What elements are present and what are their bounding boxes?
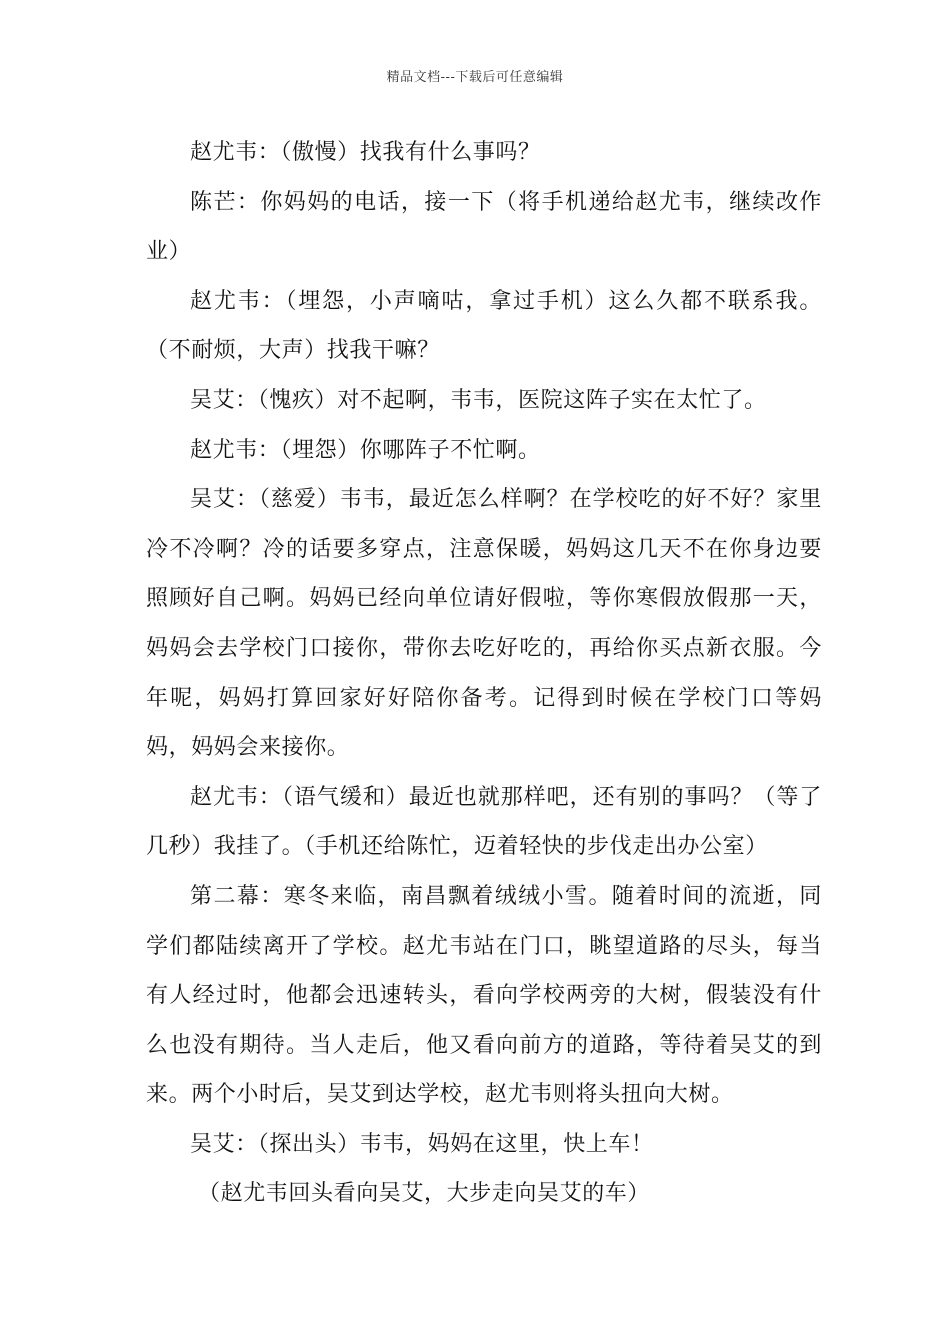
paragraph: 赵尤韦：（傲慢）找我有什么事吗？ <box>190 140 541 165</box>
paragraph: 吴艾：（探出头）韦韦，妈妈在这里，快上车！ <box>190 1131 654 1157</box>
document-body <box>146 128 822 1219</box>
paragraph: 赵尤韦：（埋怨）你哪阵子不忙啊。 <box>190 437 541 463</box>
paragraph: 吴艾：（慈爱）韦韦，最近怎么样啊？在学校吃的好不好？家里冷不冷啊？冷的话要多穿点，注意保暖，妈妈这几天不在你身边要照顾好自己啊。妈妈已经向单位请好假啦，等你寒假放假那一天，妈妈会去学校门口接你，带你去吃好吃的，再给你买点新衣服。今年呢，妈妈打算回家好好陪你备考。记得到时候在学校门口等妈妈，妈妈会来接你。 <box>146 487 822 761</box>
paragraph: 吴艾：（愧疚）对不起啊，韦韦，医院这阵子实在太忙了。 <box>190 387 767 413</box>
page-header: 精品文档---下载后可任意编辑 <box>386 70 564 85</box>
stage-direction: （赵尤韦回头看向吴艾，大步走向吴艾的车） <box>198 1181 651 1207</box>
paragraph: 陈芒：你妈妈的电话，接一下（将手机递给赵尤韦，继续改作业） <box>146 189 822 265</box>
paragraph: 赵尤韦：（埋怨，小声嘀咕，拿过手机）这么久都不联系我。（不耐烦，大声）找我干嘛？ <box>146 288 822 364</box>
paragraph: 第二幕：寒冬来临，南昌飘着绒绒小雪。随着时间的流逝，同学们都陆续离开了学校。赵尤韦站在门口，眺望道路的尽头，每当有人经过时，他都会迅速转头，看向学校两旁的大树，假装没有什么也没有期待。当人走后，他又看向前方的道路，等待着吴艾的到来。两个小时后，吴艾到达学校，赵尤韦则将头扭向大树。 <box>146 883 822 1108</box>
paragraph: 赵尤韦：（语气缓和）最近也就那样吧，还有别的事吗？（等了几秒）我挂了。（手机还给陈忙，迈着轻快的步伐走出办公室） <box>146 784 822 860</box>
